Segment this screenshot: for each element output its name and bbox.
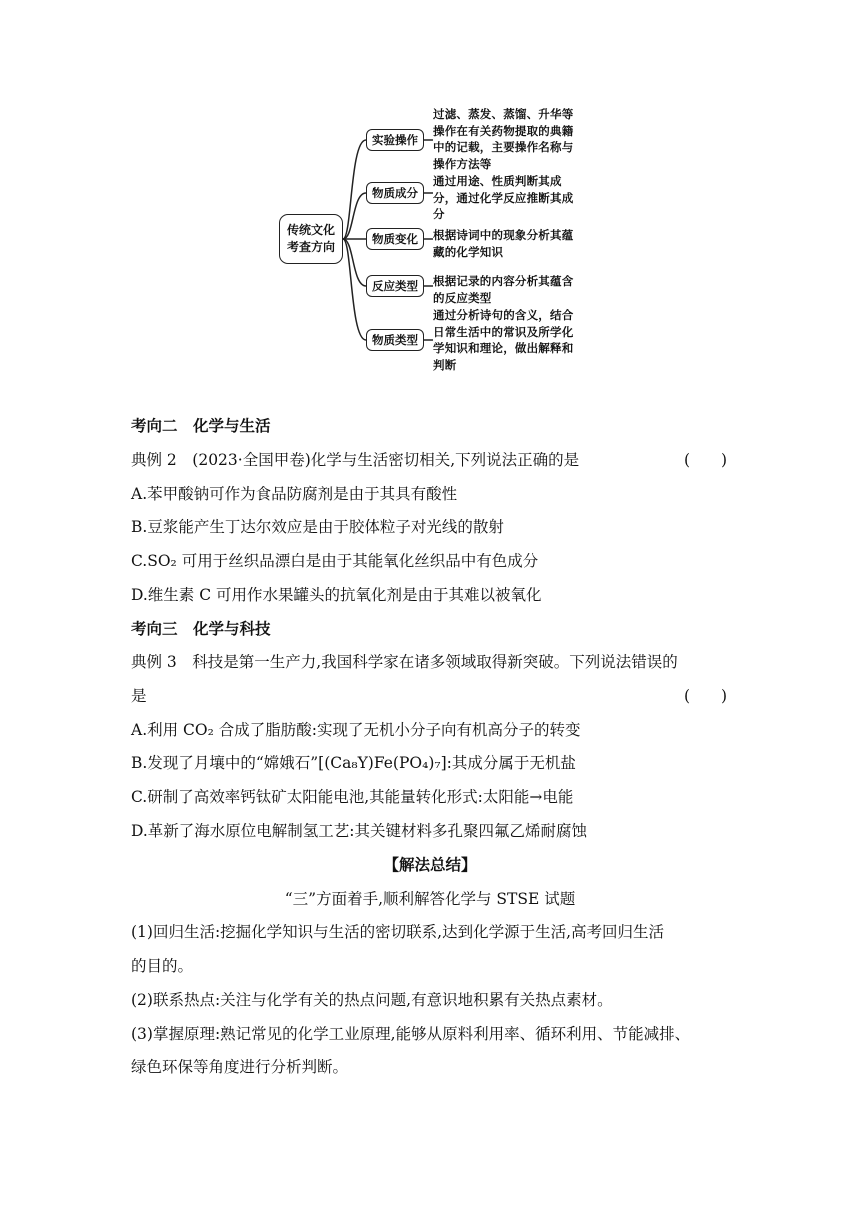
branch-label: 物质成分 bbox=[372, 186, 418, 200]
summary-line-3: (2)联系热点:关注与化学有关的热点问题,有意识地积累有关热点素材。 bbox=[131, 991, 613, 1009]
branch-desc-2: 通过用途、性质判断其成分，通过化学反应推断其成分 bbox=[433, 174, 574, 221]
summary-line-1: (1)回归生活:挖掘化学知识与生活的密切联系,达到化学源于生活,高考回归生活 bbox=[131, 923, 665, 941]
option-d: D.革新了海水原位电解制氢工艺:其关键材料多孔聚四氟乙烯耐腐蚀 bbox=[131, 822, 588, 840]
branch-label: 物质类型 bbox=[372, 333, 418, 347]
branch-node-1 bbox=[366, 129, 424, 151]
option-a: A.利用 CO₂ 合成了脂肪酸:实现了无机小分子向有机高分子的转变 bbox=[131, 721, 581, 739]
branch-desc-1: 过滤、蒸发、蒸馏、升华等操作在有关药物提取的典籍中的记载，主要操作名称与操作方法等 bbox=[433, 107, 574, 171]
branch-label: 物质变化 bbox=[372, 232, 418, 246]
branch-node-3 bbox=[366, 228, 424, 250]
summary-line-4: (3)掌握原理:熟记常见的化学工业原理,能够从原料利用率、循环利用、节能减排、 bbox=[131, 1025, 691, 1043]
branch-node-4 bbox=[366, 275, 424, 297]
mind-map-diagram bbox=[0, 0, 860, 400]
option-d: D.维生素 C 可用作水果罐头的抗氧化剂是由于其难以被氧化 bbox=[131, 586, 542, 604]
branch-node-2 bbox=[366, 182, 424, 204]
center-node-label: 传统文化 考查方向 bbox=[286, 223, 335, 254]
answer-bracket-2: ( ) bbox=[684, 451, 728, 469]
summary-line-5: 绿色环保等角度进行分析判断。 bbox=[131, 1058, 349, 1076]
answer-bracket-3: ( ) bbox=[684, 687, 728, 705]
option-c: C.研制了高效率钙钛矿太阳能电池,其能量转化形式:太阳能→电能 bbox=[131, 788, 574, 806]
summary-subtitle: “三”方面着手,顺利解答化学与 STSE 试题 bbox=[284, 890, 576, 908]
option-c: C.SO₂ 可用于丝织品漂白是由于其能氧化丝织品中有色成分 bbox=[131, 552, 539, 570]
summary-title: 【解法总结】 bbox=[383, 856, 477, 874]
section-heading-3: 考向三 化学与科技 bbox=[131, 620, 271, 638]
example-2-stem: 典例 2 (2023·全国甲卷)化学与生活密切相关,下列说法正确的是 bbox=[131, 451, 580, 469]
summary-line-2: 的目的。 bbox=[131, 957, 194, 975]
example-3-stem-line1: 典例 3 科技是第一生产力,我国科学家在诸多领域取得新突破。下列说法错误的 bbox=[131, 653, 678, 671]
branch-desc-3: 根据诗词中的现象分析其蕴藏的化学知识 bbox=[433, 228, 574, 259]
example-3-stem-line2: 是 bbox=[131, 687, 147, 705]
branch-label: 反应类型 bbox=[372, 279, 418, 293]
branch-desc-5: 通过分析诗句的含义，结合日常生活中的常识及所学化学知识和理论，做出解释和判断 bbox=[433, 308, 574, 372]
option-a: A.苯甲酸钠可作为食品防腐剂是由于其具有酸性 bbox=[131, 485, 458, 503]
branch-desc-4: 根据记录的内容分析其蕴含的反应类型 bbox=[433, 274, 574, 305]
branch-node-5 bbox=[366, 329, 424, 351]
option-b: B.豆浆能产生丁达尔效应是由于胶体粒子对光线的散射 bbox=[131, 518, 504, 536]
option-b: B.发现了月壤中的“嫦娥石”[(Ca₈Y)Fe(PO₄)₇]:其成分属于无机盐 bbox=[131, 754, 576, 772]
branch-label: 实验操作 bbox=[372, 133, 418, 147]
mind-map-connectors bbox=[0, 0, 860, 400]
section-heading-2: 考向二 化学与生活 bbox=[131, 417, 271, 435]
center-node bbox=[279, 214, 343, 264]
